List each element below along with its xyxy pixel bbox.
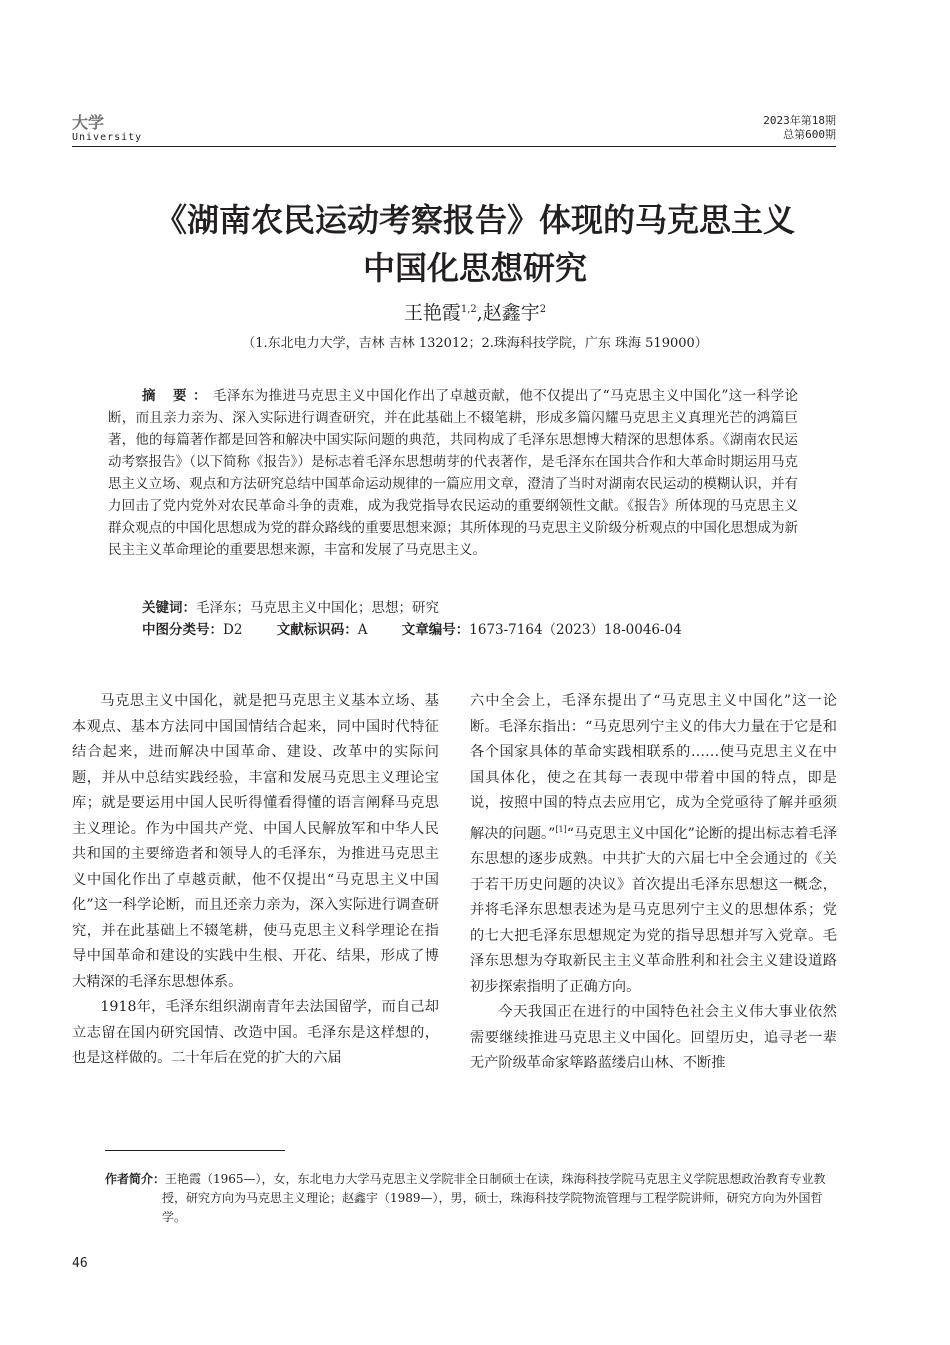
body-paragraph: [470, 689, 837, 1000]
doc-code-value: A: [357, 622, 368, 638]
author-affiliation-mark: 2: [539, 304, 547, 315]
body-paragraph: 1918年，毛泽东组织湖南青年去法国留学，而自己却立志留在国内研究国情、改造中国。毛泽东是这样想的，也是这样做的。二十年后在党的扩大的六届: [72, 999, 439, 1066]
footnote-label: 作者简介：: [105, 1172, 166, 1186]
page-number: 46: [72, 1256, 88, 1271]
body-text: 六中全会上，毛泽东提出了“马克思主义中国化”这一论断。毛泽东指出：“马克思列宁主义的伟大力量在于它是和各个国家具体的革命实践相联系的……使马克思主义在中国具体化，使之在其每一表现中带着中国的特点，即是说，按照中国的特点去应用它，成为全党亟待了解并亟须解决的问题。”: [470, 693, 837, 842]
footnote-text: 王艳霞（1965—），女，东北电力大学马克思主义学院非全日制硕士在读，珠海科技学院马克思主义学院思想政治教育专业教授，研究方向为马克思主义理论；赵鑫宇（1989—），男，硕士，珠海科技学院物流管理与工程学院讲师，研究方向为外国哲学。: [162, 1172, 826, 1224]
abstract-text: 毛泽东为推进马克思主义中国化作出了卓越贡献，他不仅提出了“马克思主义中国化”这一科学论断，而且亲力亲为、深入实际进行调查研究，并在此基础上不辍笔耕，形成多篇闪耀马克思主义真理光芒的鸿篇巨著，他的每篇著作都是回答和解决中国实际问题的典范，共同构成了毛泽东思想博大精深的思想体系。《湖南农民运动考察报告》（以下简称《报告》）是标志着毛泽东思想萌芽的代表著作，是毛泽东在国共合作和大革命时期运用马克思主义立场、观点和方法研究总结中国革命运动规律的一篇应用文章，澄清了当时对湖南农民运动的模糊认识，并有力回击了党内党外对农民革命斗争的责难，成为我党指导农民运动的重要纲领性文献。《报告》所体现的马克思主义群众观点的中国化思想成为党的群众路线的重要思想来源；其所体现的马克思主义阶级分析观点的中国化思想成为新民主主义革命理论的重要思想来源，丰富和发展了马克思主义。: [108, 388, 798, 558]
doc-code-label: 文献标识码：: [276, 622, 358, 638]
title-line-1: 《湖南农民运动考察报告》体现的马克思主义: [154, 201, 795, 239]
journal-name: 大学: [72, 113, 105, 132]
footnote-divider: [105, 1150, 285, 1151]
author-affiliations: （1.东北电力大学，吉林 吉林 132012；2.珠海科技学院，广东 珠海 519000）: [242, 336, 708, 351]
author-name: 赵鑫宇: [482, 302, 540, 324]
author-name: 王艳霞: [403, 302, 461, 324]
keywords-label: 关键词：: [142, 600, 196, 616]
issue-info: [763, 114, 836, 142]
clc-label: 中图分类号：: [142, 622, 223, 638]
cumulative-issue-number: 总第600期: [783, 128, 836, 141]
keywords-text: 毛泽东；马克思主义中国化；思想；研究: [196, 600, 439, 616]
abstract-label: 摘 要：: [142, 388, 213, 404]
clc-value: D2: [223, 622, 243, 638]
author-affiliation-mark: 1,2: [460, 304, 477, 315]
keywords: [142, 596, 439, 616]
title-line-2: 中国化思想研究: [362, 249, 587, 287]
article-number-label: 文章编号：: [401, 622, 470, 638]
body-paragraph: 马克思主义中国化，就是把马克思主义基本立场、基本观点、基本方法同中国国情结合起来，同中国时代特征结合起来，进而解决中国革命、建设、改革中的实际问题，并从中总结实践经验，丰富和发展马克思主义理论宝库；就是要运用中国人民听得懂看得懂的语言阐释马克思主义理论。作为中国共产党、中国人民解放军和中华人民共和国的主要缔造者和领导人的毛泽东，为推进马克思主义中国化作出了卓越贡献，他不仅提出“马克思主义中国化”这一科学论断，而且还亲力亲为，深入实际进行调查研究，并在此基础上不辍笔耕，使马克思主义科学理论在指导中国革命和建设的实践中生根、开花、结果，形成了博大精深的毛泽东思想体系。: [72, 693, 439, 990]
issue-number: 2023年第18期: [763, 114, 836, 127]
author-separator: ,: [476, 302, 483, 324]
citation-marker: [1]: [555, 824, 567, 834]
author-list: [72, 298, 878, 325]
article-title: [72, 196, 878, 292]
article-number-value: 1673-7164（2023）18-0046-04: [469, 622, 682, 638]
author-bio-footnote: [105, 1170, 835, 1227]
classification-line: [142, 618, 712, 638]
body-column-right: [470, 689, 837, 1077]
header-divider: [72, 146, 836, 147]
body-column-left: [72, 689, 439, 1072]
journal-name-english: University: [72, 132, 143, 143]
body-text: “马克思主义中国化”论断的提出标志着毛泽东思想的逐步成熟。中共扩大的六届七中全会通过的《关于若干历史问题的决议》首次提出毛泽东思想这一概念，并将毛泽东思想表述为是马克思列宁主义的思想体系；党的七大把毛泽东思想规定为党的指导思想并写入党章。毛泽东思想为夺取新民主主义革命胜利和社会主义建设道路初步探索指明了正确方向。: [470, 825, 838, 995]
body-paragraph: 今天我国正在进行的中国特色社会主义伟大事业依然需要继续推进马克思主义中国化。回望历史，追寻老一辈无产阶级革命家筚路蓝缕启山林、不断推: [470, 1004, 837, 1071]
abstract: [108, 385, 798, 561]
